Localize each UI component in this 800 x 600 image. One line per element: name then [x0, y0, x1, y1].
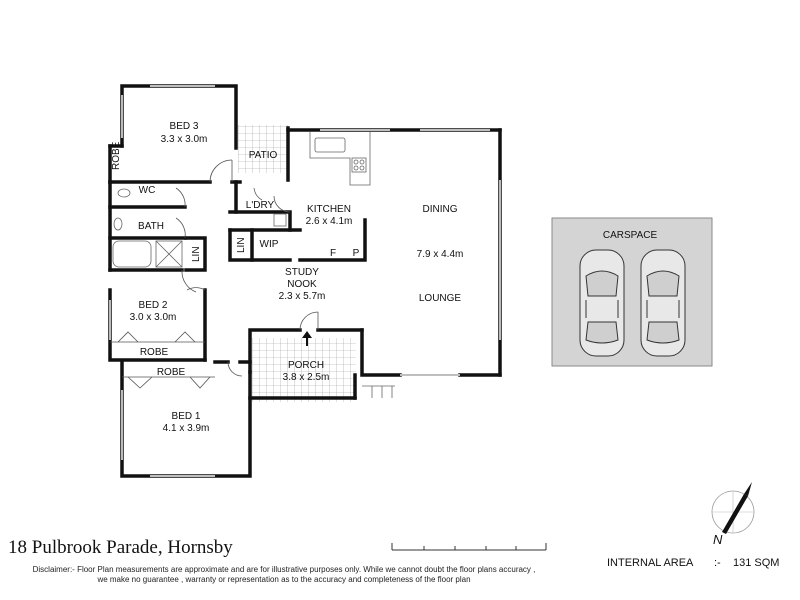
robe-bed3-label: ROBE [111, 141, 122, 170]
bed2-label: BED 2 [138, 300, 168, 311]
bed3-size: 3.3 x 3.0m [160, 134, 208, 145]
dining-label: DINING [422, 204, 458, 215]
porch-label: PORCH [287, 360, 325, 371]
fridge-label: F [329, 248, 337, 259]
wc-label: WC [138, 185, 156, 196]
study-label-1: STUDY [285, 267, 319, 278]
lin2-label: LIN [236, 237, 247, 253]
robe-bed1-label: ROBE [156, 367, 186, 378]
lin1-label: LIN [191, 246, 202, 262]
study-label-2: NOOK [287, 279, 317, 290]
porch-size: 3.8 x 2.5m [282, 372, 330, 383]
internal-area-label: INTERNAL AREA [607, 557, 694, 569]
patio-floor [238, 125, 288, 173]
living-size: 7.9 x 4.4m [416, 249, 464, 260]
internal-area-value: 131 SQM [733, 557, 780, 569]
bed1-size: 4.1 x 3.9m [162, 423, 210, 434]
internal-area-separator: :- [714, 557, 721, 569]
disclaimer [14, 565, 554, 585]
bed3-label: BED 3 [169, 121, 199, 132]
patio-label: PATIO [248, 150, 278, 161]
car-icon-left [580, 250, 624, 356]
compass-icon [712, 482, 754, 534]
kitchen-size: 2.6 x 4.1m [305, 216, 353, 227]
wip-label: WIP [259, 239, 279, 250]
laundry-label: L'DRY [245, 200, 275, 211]
carspace-label: CARSPACE [602, 230, 658, 241]
north-label: N [713, 532, 723, 547]
bath-label: BATH [138, 221, 164, 232]
kitchen-label: KITCHEN [307, 204, 351, 215]
property-address: 18 Pulbrook Parade, Hornsby [8, 537, 233, 558]
bed1-label: BED 1 [171, 411, 201, 422]
lounge-label: LOUNGE [418, 293, 462, 304]
disclaimer-line-2: we make no guarantee , warranty or representation as to the accuracy and completeness of the floor plan [97, 575, 471, 584]
pantry-label: P [352, 248, 360, 259]
carspace [552, 218, 712, 366]
robe-bed2-label: ROBE [139, 347, 169, 358]
disclaimer-line-1: Disclaimer:- Floor Plan measurements are approximate and are for illustrative purposes only. While we cannot doubt the floor plans accuracy , [32, 565, 536, 574]
car-icon-right [641, 250, 685, 356]
study-size: 2.3 x 5.7m [278, 291, 326, 302]
scale-bar [392, 543, 546, 550]
bed2-size: 3.0 x 3.0m [129, 312, 177, 323]
